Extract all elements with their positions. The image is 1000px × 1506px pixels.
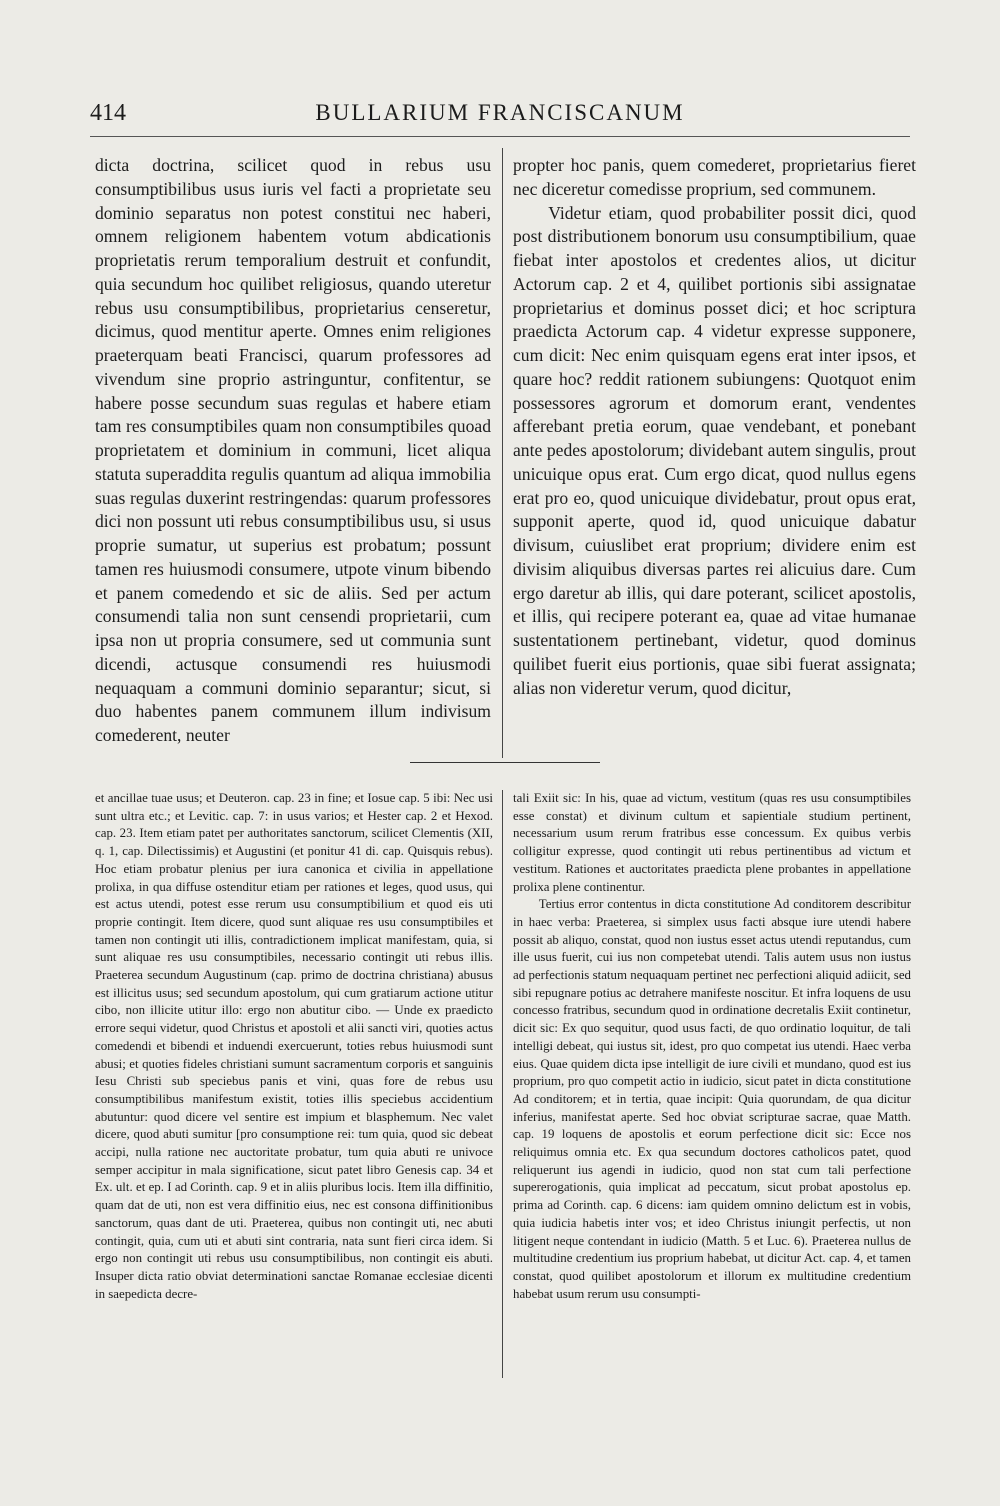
footnote-paragraph: et ancillae tuae usus; et Deuteron. cap. 23 in fine; et Iosue cap. 5 ibi: Nec usi sunt ultra etc.; et Levitic. cap. 7: in usus varios; et Hester cap. 2 et Hexod. cap. 23. Item etiam patet per authoritates sanctorum, scilicet Clementis (XII, q. 1, cap. Dilectissimis) et Augustini (et ponitur 41 di. cap. Quisquis rebus). Hoc etiam probatur plenius per iura canonica et civilia in appellatione prolixa, in qua diffuse ostenditur etiam per rationes et leges, quod usus, qui est actus utendi, potest esse rerum usu consumptibilium et quod eis uti proprie contingit. Item dicere, quod sunt aliquae res usu consumptibiles et tamen non contingit uti illis, contradictionem implicat manifestam, quia, si sunt aliquae res usu consumptibiles, necessario contingit uti rebus illis. Praeterea secundum Augustinum (cap. primo de doctrina christiana) abusus est illicitus usus; sed secundum apostolum, qui cum gratiarum actione utitur cibo, non illicite utitur illo: ergo non abutitur cibo. — Unde ex praedicto errore sequi videtur, quod Christus et apostoli et alii sancti viri, quoties actus comedendi et bibendi et induendi exercuerunt, toties rebus huiusmodi sunt abusi; et quoties fideles christiani sumunt sacramentum corporis et sanguinis Iesu Christi sub speciebus panis et vini, quas fore de rebus usu consumptibilibus manifestum existit, toties illis speciebus accidentium abutuntur: quod dicere vel sentire est impium et blasphemum. Nec valet dicere, quod abuti sumitur [pro consumptione rei: tum quia, quod sic debeat accipi, nulla ratione nec auctoritate probatur, tum quia abuti re univoce semper accipitur in mala significatione, sicut patet libro Genesis cap. 34 et Ex. ult. et ep. I ad Corinth. cap. 9 et in aliis pluribus locis. Item illa diffinitio, quam dat de uti, non est vera diffinitio eius, nec est consona diffinitionibus sanctorum, quas dant de uti. Praeterea, quibus non contingit uti, nec abuti contingit, quia, cum uti et abuti sint contraria, nata sunt fieri circa idem. Si ergo non contingit uti rebus usu consumptibilibus, non contingit eis abuti. Insuper dicta ratio obviat determinationi sanctae Romanae ecclesiae dicenti in saepedicta decre-: [95, 791, 493, 1301]
main-paragraph: dicta doctrina, scilicet quod in rebus usu consumptibilibus usus iuris vel facti a proprietate seu dominio separatus non potest constitui nec haberi, omnem religionem habentem votum abdicationis proprietatis rerum temporalium destruit et confundit, quia secundum hoc quilibet religiosus, quando uteretur rebus usu consumptibilibus, proprietarius censeretur, dicimus, quod mentitur aperte. Omnes enim religiones praeterquam beati Francisci, quarum professores ad vivendum sine proprio astringuntur, confitentur, se habere posse secundum suas regulas et habere etiam tam res consumptibiles quam non consumptibiles quoad proprietatem et dominium in communi, licet aliqua statuta superaddita regulis quantum ad aliqua immobilia suas regulas duxerint restringendas: quarum professores dici non possunt uti rebus consumptibilibus usu, si usus proprie sumatur, ut superius est probatum; possunt tamen res huiusmodi consumere, utpote vinum bibendo et panem comedendo et sic de aliis. Sed per actum consumendi talia non sunt censendi proprietarii, cum ipsa non ut propria consumere, sed ut communia sunt dicendi, actusque consumendi res huiusmodi nequaquam a communi dominio separantur; sicut, si duo habentes panem communem illum indivisum comederent, neuter: [95, 155, 491, 745]
footnote-paragraph: tali Exiit sic: In his, quae ad victum, vestitum (quas res usu consumptibiles esse constat) et divinum cultum et sapientiale studium pertinent, necessarium usum rerum fratribus esse concessum. Ex quibus verbis colligitur expresse, quod contingit uti rebus pertinentibus ad victum et vestitum. Rationes et auctoritates praedicta plene probantes in appellatione prolixa plene continentur.: [513, 791, 911, 894]
main-paragraph: propter hoc panis, quem comederet, proprietarius fieret nec diceretur comedisse proprium, sed communem.: [513, 155, 916, 199]
page-number: 414: [90, 100, 126, 126]
footnotes-left-column: [95, 790, 493, 1303]
main-text-left-column: [95, 154, 491, 748]
footnotes-right-column: [513, 790, 911, 1303]
header-rule: [90, 136, 910, 137]
page-header: [90, 100, 910, 134]
footnote-separator: [410, 762, 600, 763]
main-paragraph: Videtur etiam, quod probabiliter possit dici, quod post distributionem bonorum usu consumptibilium, quae fiebat inter apostolos et credentes alios, ut dicitur Actorum cap. 2 et 4, quilibet portionis sibi assignatae proprietarius et dominus posset dici; et hoc scriptura praedicta Actorum cap. 4 videtur expresse supponere, cum dicit: Nec enim quisquam egens erat inter ipsos, et quare hoc? reddit rationem subiungens: Quotquot enim possessores agrorum et domorum erant, vendentes afferebant pretia eorum, quae vendebant, et ponebant ante pedes apostolorum; dividebant autem singulis, prout unicuique opus erat. Cum ergo dicat, quod nullus egens erat pro eo, quod unicuique dividebatur, prout opus erat, supponit aperte, quod id, quod unicuique dabatur divisum, cuiuslibet erat proprium; dividere enim est divisim aliquibus diversas partes rei alicuius dare. Cum ergo daretur ab illis, qui dare poterant, scilicet apostolis, et illis, qui recipere poterant ea, quae ad vitae humanae sustentationem pertinebant, videtur, quod dominus quilibet fuerit eius portionis, quae sibi fuerat assignata; alias non videretur verum, quod dicitur,: [513, 202, 916, 698]
footnote-paragraph: Tertius error contentus in dicta constitutione Ad conditorem describitur in haec verba: Praeterea, si simplex usus facti absque iure utendi habere possit ab aliquo, constat, quod non iustus esset actus utendi reputandus, cum ille usus fuerit, cui ius non competebat utendi. Talis autem usus non iustus ad perfectionis statum nequaquam pertinet nec perfectioni aliquid adiicit, sed sibi repugnare potius ac detrahere manifeste noscitur. Et infra loquens de usu concesso fratribus, secundum quod in ordinatione decretalis Exiit continetur, dicit sic: Ex quo sequitur, quod usus facti, de quo ordinatio loquitur, de tali intelligi debeat, qui iustus sit, idest, pro quo competat ius utendi. Haec verba eius. Quae quidem dicta ipse intelligit de iure civili et mundano, quod est ius proprium, pro quo competit actio in iudicio, sicut patet in dicta constitutione Ad conditorem; et in tertia, quae incipit: Quia quorundam, de qua dicitur inferius, manifestat aperte. Sed hoc obviat scripturae sacrae, quae Matth. cap. 19 loquens de apostolis et eorum perfectione dicit sic: Ecce nos reliquimus omnia etc. Ex qua secundum doctores catholicos patet, quod reliquerunt ius agendi in iudicio, quod non stat cum tali perfectione supererogationis, quia implicat ad peccatum, sicut probat apostolus ep. prima ad Corinth. cap. 6 dicens: iam quidem omnino delictum est in vobis, quia iudicia habetis inter vos; et ideo Christus iniungit perfectis, ut non litigent neque contendant in iudicio (Matth. 5 et Luc. 6). Praeterea nullus de multitudine credentium ius proprium habebat, ut dicitur Act. cap. 4, et tamen constat, quod quilibet apostolorum et illorum ex multitudine credentium habebat usum rerum usu consumpti-: [513, 897, 911, 1301]
column-divider-main: [502, 148, 503, 758]
running-title: BULLARIUM FRANCISCANUM: [315, 100, 685, 125]
main-text-right-column: [513, 154, 916, 700]
column-divider-footnotes: [502, 790, 503, 1378]
